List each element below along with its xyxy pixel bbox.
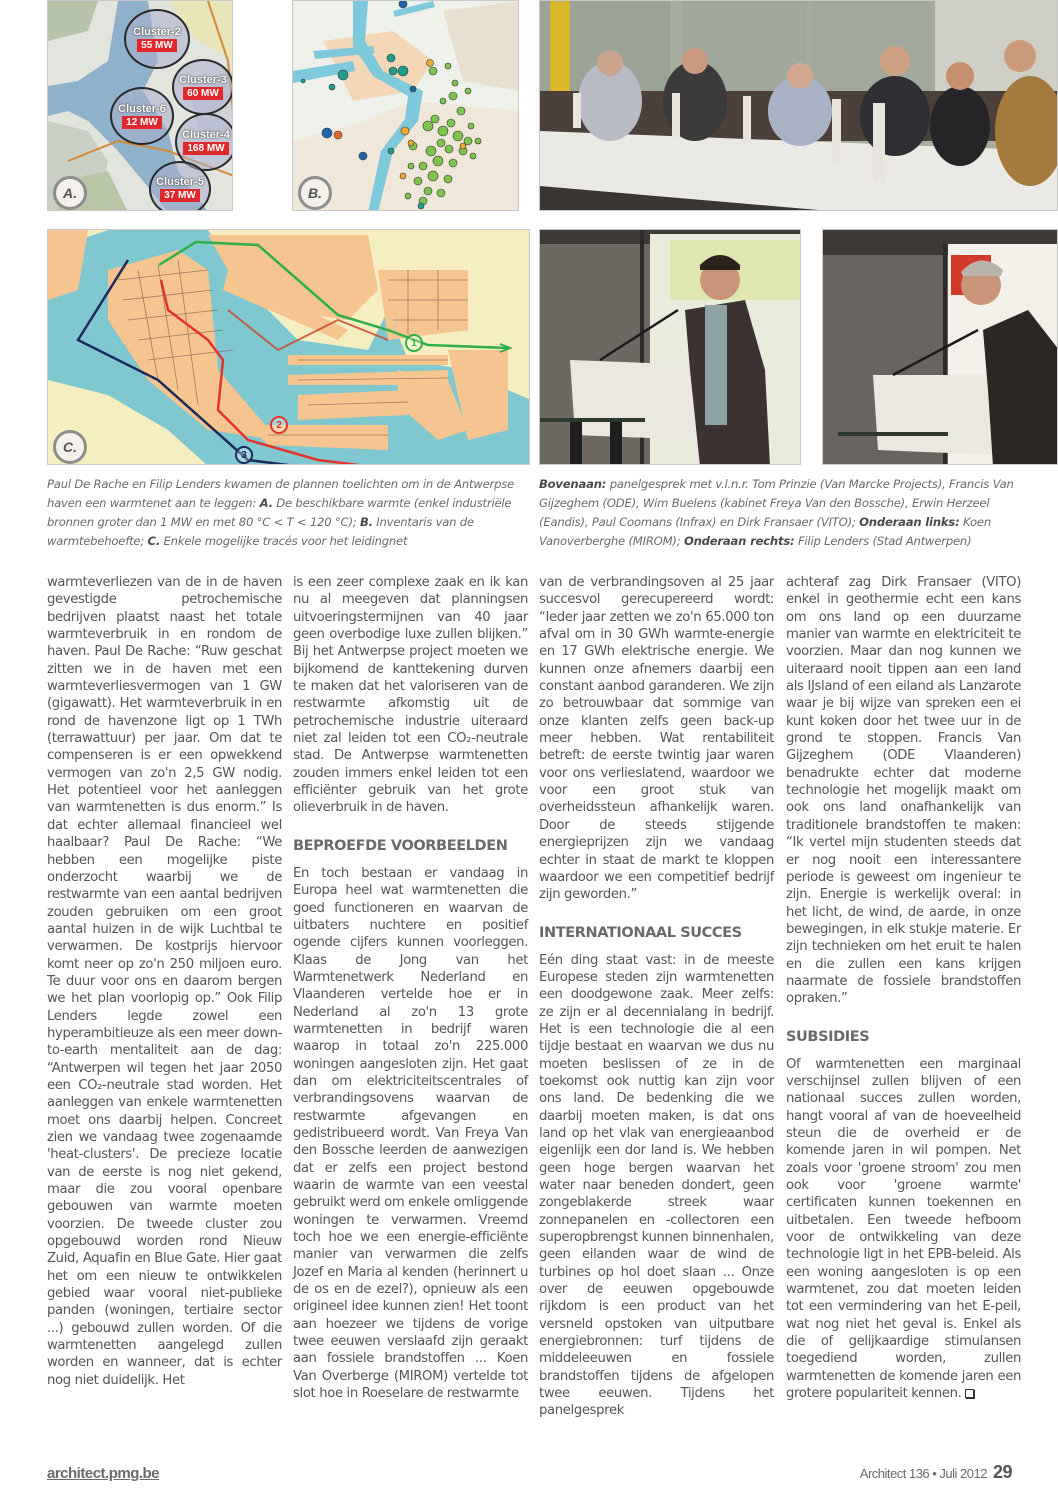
caption-text-a: De beschikbare warmte (enkel industriële bronnen groter dan 1 MW en met 80 °C < T < 120 °C); bbox=[47, 496, 512, 529]
figure-caption-maps bbox=[47, 475, 527, 551]
paragraph-text: Of warmtenetten een marginaal verschijnsel zullen blijven of een nationaal succes zullen worden, hangt vooral af van de hoeveelheid steun die de overheid er de komende jaren in wil pompen. Net zoals voor 'groene stroom' zou men ook voor 'groene warmte' certificaten kunnen toekennen en uitbetalen. Een tweede hefboom voor de ontwikkeling van deze technologie ligt in het EPB-beleid. Als een woning aangesloten is op een warmtenet, zou dat moeten leiden tot een vermindering van het E-peil, wat nog niet het geval is. Enkel als die of gelijkaardige stimulansen toegediend worden, zullen warmtenetten de komende jaren een grotere populariteit kennen. bbox=[786, 1056, 1021, 1402]
figure-caption-photos bbox=[539, 475, 1014, 551]
issue-info: Architect 136 • Juli 2012 bbox=[859, 1466, 987, 1481]
cluster-power: 12 MW bbox=[122, 116, 162, 129]
photo-speaker-left bbox=[539, 229, 801, 465]
page-footer bbox=[860, 1462, 1012, 1483]
speaker-right-illustration bbox=[823, 230, 1058, 465]
paragraph-final bbox=[786, 1056, 1021, 1403]
demand-points bbox=[293, 1, 519, 211]
paragraph: En toch bestaan er vandaag in Europa heel wat warmtenetten die goed functioneren en waarvan de uitbaters nuchtere en positief ogende cijfers kunnen voorleggen. Klaas de Jong van het Warmtenetwerk Nederland en Vlaanderen vertelde hoe er in Nederland al zo'n 13 grote warmtenetten in bedrijf waren waarop in totaal zo'n 225.000 woningen aangesloten zijn. Het gaat dan om elektriciteitscentrales of verbrandingsovens waarvan de restwarmte afgevangen en gedistribueerd wordt. Van Freya Van den Bossche leerden de aanwezigen dat er zelfs een project bestond waarin de warmte van een veestal gebruikt werd om enkele omliggende woningen te verwarmen. Vreemd toch hoe we een energie-efficiënte manier van verwarmen die zelfs Jozef en Maria al kenden (herinnert u de os en de ezel?), opnieuw als een origineel idee kunnen zien! Het toont aan hoezeer we tijdens de vorige twee eeuwen verslaafd zijn geraakt aan fossiele brandstoffen ... Koen Van Overberge (MIROM) vertelde tot slot hoe in Roeselare de restwarmte bbox=[293, 865, 528, 1402]
article-column-2 bbox=[293, 574, 528, 1402]
cluster-name: Cluster-6 bbox=[118, 103, 166, 115]
cluster-name: Cluster-5 bbox=[156, 176, 204, 188]
article-column-1 bbox=[47, 574, 282, 1389]
end-of-article-icon bbox=[965, 1389, 974, 1398]
cluster-5 bbox=[149, 161, 211, 211]
section-heading-beproefde-voorbeelden: BEPROEFDE VOORBEELDEN bbox=[293, 837, 508, 854]
cluster-3 bbox=[172, 59, 233, 115]
photo-speaker-right bbox=[822, 229, 1058, 465]
route-1-marker: 1 bbox=[405, 334, 423, 352]
article-column-4 bbox=[786, 574, 1021, 1402]
cluster-name: Cluster-3 bbox=[179, 74, 227, 86]
map-c-pipeline-routes bbox=[47, 229, 530, 465]
caption-label-a: A. bbox=[259, 496, 273, 510]
caption-label-b: B. bbox=[359, 515, 373, 529]
cluster-2 bbox=[124, 9, 190, 69]
panel-photo-illustration bbox=[540, 1, 1058, 211]
caption-text-bottom-right: Filip Lenders (Stad Antwerpen) bbox=[794, 534, 972, 548]
caption-text-top: panelgesprek met v.l.n.r. Tom Prinzie (Van Marcke Projects), Francis Van Gijzeghem (ODE), Wim Buelens (kabinet Freya Van den Bossche), Erwin Herzeel (Eandis), Paul Coomans (Infrax) en Dirk Fransaer (VITO); bbox=[539, 477, 1014, 529]
article-column-3 bbox=[539, 574, 774, 1420]
section-heading-subsidies: SUBSIDIES bbox=[786, 1028, 870, 1045]
cluster-power: 55 MW bbox=[137, 39, 177, 52]
map-c-background bbox=[48, 230, 530, 465]
cluster-name: Cluster-2 bbox=[133, 26, 181, 38]
cluster-power: 37 MW bbox=[160, 189, 200, 202]
paragraph: is een zeer complexe zaak en ik kan nu al meegeven dat planningsen uitvoeringstermijnen van 40 jaar geen overbodige luxe zullen blijken.” Bij het Antwerpse project moeten we bijkomend de kanttekening durven te maken dat het valoriseren van de restwarmte afkomstig uit de petrochemische industrie uiteraard niet zal leiden tot een CO₂-neutrale stad. De Antwerpse warmtenetten zouden immers enkel leiden tot een efficiënter gebruik van het grote olieverbruik in de haven. bbox=[293, 575, 528, 816]
page-number: 29 bbox=[992, 1462, 1012, 1482]
website-link[interactable]: architect.pmg.be bbox=[47, 1465, 160, 1482]
route-3-marker: 3 bbox=[235, 446, 253, 464]
photo-panel-discussion bbox=[539, 0, 1058, 211]
figure-label-c: C. bbox=[53, 430, 87, 464]
caption-label-bottom-right: Onderaan rechts: bbox=[683, 534, 795, 548]
section-heading-internationaal-succes: INTERNATIONAAL SUCCES bbox=[539, 924, 742, 941]
caption-text-c: Enkele mogelijke tracés voor het leidingnet bbox=[160, 534, 408, 548]
caption-label-c: C. bbox=[147, 534, 161, 548]
map-a-heat-clusters bbox=[47, 0, 233, 211]
paragraph: achteraf zag Dirk Fransaer (VITO) enkel in geothermie echt een kans om ons land op een duurzame manier van warmte en elektriciteit te voorzien. Maar dan nog kunnen we uiteraard nooit tippen aan een land als IJsland of een eiland als Lanzarote waar je bij wijze van spreken een ei kunt koken door het twee uur in de grond te stoppen. Francis Van Gijzeghem (ODE Vlaanderen) benadrukte echter dat moderne technologie het mogelijk maakt om ook ons land onafhankelijk van traditionele brandstoffen te maken: “Ik vertel mijn studenten steeds dat er nog nooit een interessantere periode is geweest om ingenieur te zijn. Energie is werkelijk overal: in het licht, de wind, de aarde, in onze bewegingen, in elk stukje materie. Er zijn technieken om het eruit te halen en die zullen een kans krijgen naarmate de fossiele brandstoffen opraken.” bbox=[786, 575, 1021, 1007]
cluster-power: 60 MW bbox=[183, 87, 223, 100]
caption-intro: Paul De Rache en Filip Lenders kwamen de plannen toelichten om in de Antwerpse haven een warmtenet aan te leggen: bbox=[47, 477, 515, 510]
map-b-heat-demand bbox=[292, 0, 519, 211]
caption-label-top: Bovenaan: bbox=[539, 477, 607, 491]
paragraph: warmteverliezen van de in de haven gevestigde petrochemische bedrijven plaatst naast het totale warmteverbruik in en rondom de haven. Paul De Rache: “Ruw geschat zitten we in de haven met een warmteverliesvermogen van 1 GW (gigawatt). Het warmteverbruik in en rond de havenzone ligt op 1 TWh (terrawattuur) per jaar. Om dat te compenseren is er een opwekkend vermogen van zo'n 2,5 GW nodig. Het potentieel voor het aanleggen van warmtenetten is dus enorm.” Is dat echter allemaal financieel wel haalbaar? Paul De Rache: “We hebben een mogelijke piste onderzocht waarbij we de restwarmte van een aantal bedrijven zouden gebruiken om een groot aantal huizen in de wijk Luchtbal te verwarmen. De kostprijs hiervoor komt neer op zo'n 250 miljoen euro. Te duur voor ons en daarom bergen we het plan voorlopig op.” Ook Filip Lenders legde zowel een hyperambitieuze als een meer down-to-earth mentaliteit aan de dag: “Antwerpen wil tegen het jaar 2050 een CO₂-neutrale stad worden. Het aanleggen van enkele warmtenetten moet ons daarbij helpen. Concreet zien we vandaag twee zogenaamde 'heat-clusters'. De precieze locatie van de eerste is nog niet gekend, maar die zou vooral openbare gebouwen van warmte moeten voorzien. De tweede cluster zou opgebouwd worden rond Nieuw Zuid, Aquafin en Blue Gate. Hier gaat het om een nieuw te ontwikkelen gebied waar vooral niet-publieke panden (woningen, tertiaire sector ...) gebouwd zullen worden. Of die warmtenetten aangelegd zullen worden en wanneer, dat is echter nog niet duidelijk. Het bbox=[47, 575, 282, 1388]
caption-text-bottom-left: Koen Vanoverberghe (MIROM); bbox=[539, 515, 991, 548]
cluster-6 bbox=[110, 87, 174, 145]
route-2-marker: 2 bbox=[270, 416, 288, 434]
caption-label-bottom-left: Onderaan links: bbox=[859, 515, 960, 529]
figure-label-b: B. bbox=[298, 176, 332, 210]
speaker-left-illustration bbox=[540, 230, 801, 465]
paragraph: van de verbrandingsoven al 25 jaar succesvol gerecupereerd wordt: “Ieder jaar zetten we zo'n 65.000 ton afval om in 30 GWh warmte-energie en 17 GWh elektrische energie. We kunnen onze afnemers daarbij een constant aanbod garanderen. We zijn zo betrouwbaar dat sommige van onze klanten zelfs geen back-up meer hebben. Wat rentabiliteit betreft: de eerste twintig jaar waren voor ons verlieslatend, waardoor we voor een groot stuk van overheidssteun afhankelijk waren. Door de steeds stijgende energieprijzen zijn we vandaag echter in staat de markt te kloppen waardoor we een competitief bedrijf zijn geworden.” bbox=[539, 575, 774, 903]
figure-label-a: A. bbox=[53, 176, 87, 210]
cluster-power: 168 MW bbox=[183, 142, 228, 155]
caption-text-b: Inventaris van de warmtebehoefte; bbox=[47, 515, 474, 548]
paragraph: Eén ding staat vast: in de meeste Europese steden zijn warmtenetten een doodgewone zaak. Meer zelfs: ze zijn er al decennialang in bedrijf. Het is een technologie die al een tijdje bestaat en waarvan we dus nu moeten beslissen of ze in de toekomst ook nuttig kan zijn voor ons land. De bedenking die we daarbij moeten maken, is dat ons land op het vlak van energieaanbod eigenlijk een dor land is. We hebben geen hoge bergen waarvan het water naar beneden dondert, geen zongeblakerde streek waar zonnepanelen en -collectoren een superopbrengst kunnen binnenhalen, geen eilanden waar de wind de turbines op hol doet slaan ... Onze over de eeuwen opgebouwde rijkdom is een product van het versneld opstoken van uitputbare energiebronnen: turf tijdens de middeleeuwen en fossiele brandstoffen tijdens de afgelopen twee eeuwen. Tijdens het panelgesprek bbox=[539, 952, 774, 1419]
cluster-name: Cluster-4 bbox=[182, 129, 230, 141]
